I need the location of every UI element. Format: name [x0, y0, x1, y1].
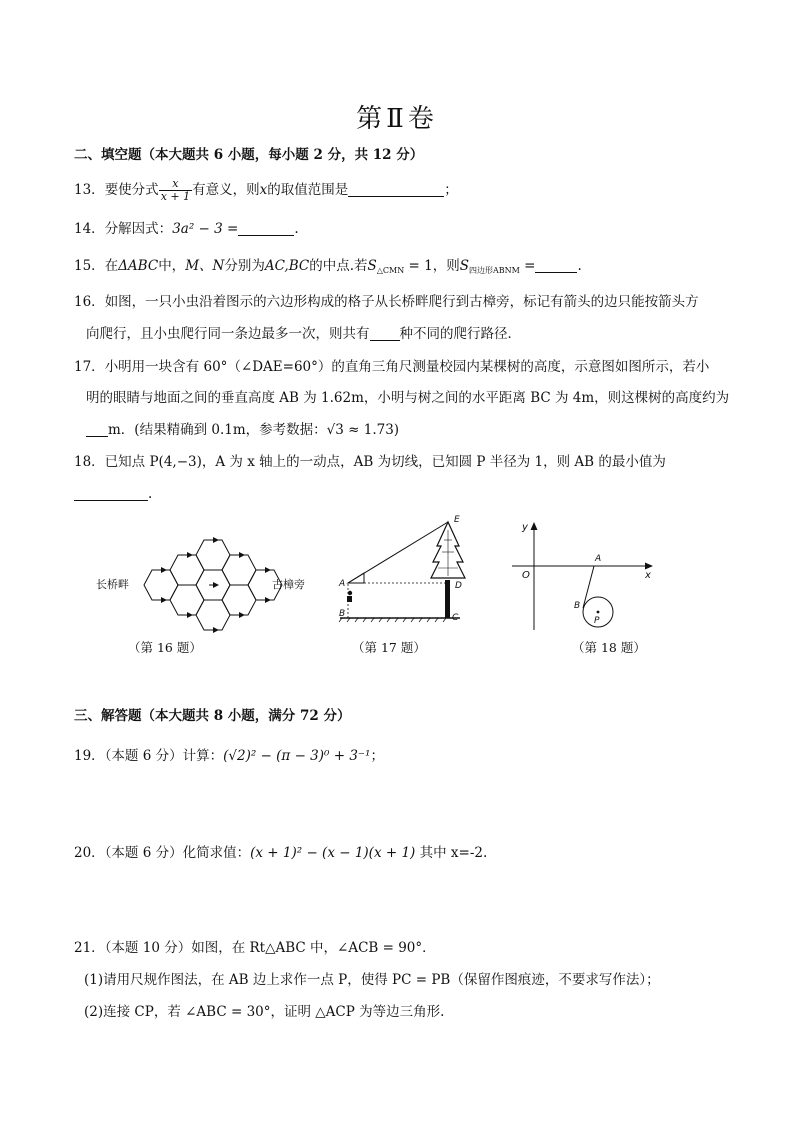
fill-in-section-heading: 二、填空题（本大题共 6 小题，每小题 2 分，共 12 分） — [74, 147, 424, 163]
fig16-start-label: 长桥畔 — [96, 578, 129, 591]
figure-17-caption: （第 17 题） — [352, 640, 426, 655]
q21-text: （本题 10 分）如图，在 Rt△ABC 中，∠ACB = 90°． — [104, 940, 436, 956]
figure-16-caption: （第 16 题） — [128, 640, 202, 655]
q13-number: 13． — [74, 182, 105, 198]
q15-end: . — [577, 258, 582, 274]
q15-text-mid3: 的中点.若 — [309, 258, 368, 274]
fig18-label-x: x — [645, 570, 651, 581]
q17-text-line1: 小明用一块含有 60°（∠DAE=60°）的直角三角尺测量校园内某棵树的高度，示意图如图所示，若小 — [104, 359, 710, 375]
q15-area1: S — [367, 258, 377, 274]
q15-text-mid1: 中， — [158, 258, 186, 274]
q20-text: （本题 6 分）化简求值： — [104, 845, 251, 861]
question-17-line2 — [86, 388, 729, 408]
q16-number: 16． — [74, 294, 105, 310]
fig16-end-label: 古樟旁 — [272, 578, 305, 591]
q17-number: 17． — [74, 359, 105, 375]
q17-answer-blank[interactable] — [86, 422, 108, 437]
fig18-label-B: B — [574, 601, 581, 611]
q15-area1-sub: △CMN — [376, 266, 405, 275]
question-20 — [74, 843, 487, 863]
q20-number: 20． — [74, 845, 105, 861]
q15-number: 15． — [74, 258, 105, 274]
question-19 — [74, 746, 384, 766]
fig17-label-E: E — [454, 515, 460, 525]
q15-area2-sub: 四边形ABNM — [468, 266, 520, 275]
q13-text-post: 的取值范围是 — [267, 182, 349, 198]
q14-end: . — [294, 221, 299, 237]
fig17-label-B: B — [339, 609, 346, 619]
tree-trunk — [445, 580, 450, 618]
q19-text: （本题 6 分）计算： — [104, 748, 224, 764]
q19-number: 19． — [74, 748, 105, 764]
q18-text-line1: 已知点 P(4,−3)，A 为 x 轴上的一动点，AB 为切线，已知圆 P 半径为 1，则 AB 的最小值为 — [104, 454, 666, 470]
q15-text-mid4: = 1，则 — [404, 258, 460, 274]
answer-section-heading: 三、解答题（本大题共 8 小题，满分 72 分） — [74, 708, 351, 724]
q14-answer-blank[interactable] — [238, 221, 294, 236]
q15-answer-blank[interactable] — [535, 258, 577, 273]
q19-expression: (√2)² − (π − 3)⁰ + 3⁻¹ — [223, 748, 371, 764]
q18-number: 18． — [74, 454, 105, 470]
q15-area2: S — [459, 258, 469, 274]
figure-16-hex-grid — [94, 535, 316, 635]
y-axis-arrow-icon — [531, 522, 538, 530]
question-15 — [74, 256, 582, 281]
question-13 — [74, 178, 458, 203]
fig18-label-P: P — [594, 616, 600, 626]
q17-text-line3a: m．(结果精确到 0.1m，参考数据： — [108, 422, 327, 438]
figure-18-caption: （第 18 题） — [572, 640, 646, 655]
q15-triangle: ΔABC — [118, 258, 159, 274]
q15-text-pre: 在 — [104, 258, 119, 274]
q17-text-line2: 明的眼睛与地面之间的垂直高度 AB 为 1.62m，小明与树之间的水平距离 BC 为 4m，则这棵树的高度约为 — [86, 390, 730, 406]
q17-text-line3b: ) — [393, 422, 400, 438]
fig18-label-O: O — [522, 570, 530, 581]
set-square — [348, 573, 364, 583]
q14-expression: 3a² − 3 = — [172, 221, 239, 237]
q18-end: . — [148, 486, 153, 502]
q16-text-line2b: 种不同的爬行路径． — [399, 326, 521, 342]
q16-text-line1: 如图，一只小虫沿着图示的六边形构成的格子从长桥畔爬行到古樟旁，标记有箭头的边只能按箭头方 — [104, 294, 699, 310]
question-16-line1 — [74, 292, 699, 312]
page-title: 第Ⅱ卷 — [356, 104, 438, 134]
q13-end: ； — [444, 182, 458, 198]
center-P — [597, 611, 600, 614]
q13-frac-numerator: x — [159, 178, 192, 191]
q13-frac-denominator: x + 1 — [160, 190, 191, 203]
q15-text-mid5: = — [519, 258, 536, 274]
question-21-part1: (1)请用尺规作图法，在 AB 边上求作一点 P，使得 PC = PB（保留作图痕迹，不要求写作法）； — [84, 972, 660, 988]
x-axis-arrow-icon — [645, 563, 653, 570]
figure-17-tree-measure — [330, 510, 475, 625]
q15-points: M、N — [185, 258, 225, 274]
q15-sides: AC,BC — [264, 258, 310, 274]
q20-expression: (x + 1)² − (x − 1)(x + 1) — [250, 845, 416, 861]
fig17-label-A: A — [339, 579, 346, 589]
figure-18-coordinate-plane — [508, 516, 658, 634]
fig18-label-y: y — [522, 522, 528, 533]
fig17-label-C: C — [452, 613, 459, 623]
q14-text-pre: 分解因式： — [104, 221, 173, 237]
question-17-line1 — [74, 357, 709, 377]
q21-number: 21． — [74, 940, 105, 956]
q13-answer-blank[interactable] — [348, 182, 444, 197]
person-head — [348, 591, 352, 595]
q16-answer-blank[interactable] — [370, 326, 400, 341]
fig17-label-D: D — [455, 581, 462, 591]
q13-text-pre: 要使分式 — [104, 182, 159, 198]
q16-text-line2a: 向爬行，且小虫爬行同一条边最多一次，则共有 — [86, 326, 370, 342]
person-body — [347, 596, 352, 602]
q19-end: ； — [370, 748, 384, 764]
question-18-line2 — [74, 484, 152, 504]
q13-var: x — [259, 182, 268, 198]
tangent-AB — [583, 566, 594, 608]
q18-answer-blank[interactable] — [74, 486, 148, 501]
q14-number: 14． — [74, 221, 105, 237]
direction-arrows — [157, 540, 268, 630]
q13-fraction — [159, 178, 192, 203]
q20-tail: 其中 x=-2. — [415, 845, 488, 861]
q17-sqrt3: √3 ≈ 1.73 — [326, 422, 394, 438]
q13-text-mid: 有意义，则 — [192, 182, 260, 198]
question-21-part2: (2)连接 CP，若 ∠ABC = 30°，证明 △ACP 为等边三角形. — [84, 1004, 445, 1020]
question-17-line3 — [86, 420, 399, 440]
fig18-label-A: A — [595, 554, 602, 564]
question-16-line2 — [86, 324, 521, 344]
question-21 — [74, 938, 436, 958]
question-14 — [74, 219, 299, 239]
question-18-line1 — [74, 452, 666, 472]
q15-text-mid2: 分别为 — [224, 258, 265, 274]
